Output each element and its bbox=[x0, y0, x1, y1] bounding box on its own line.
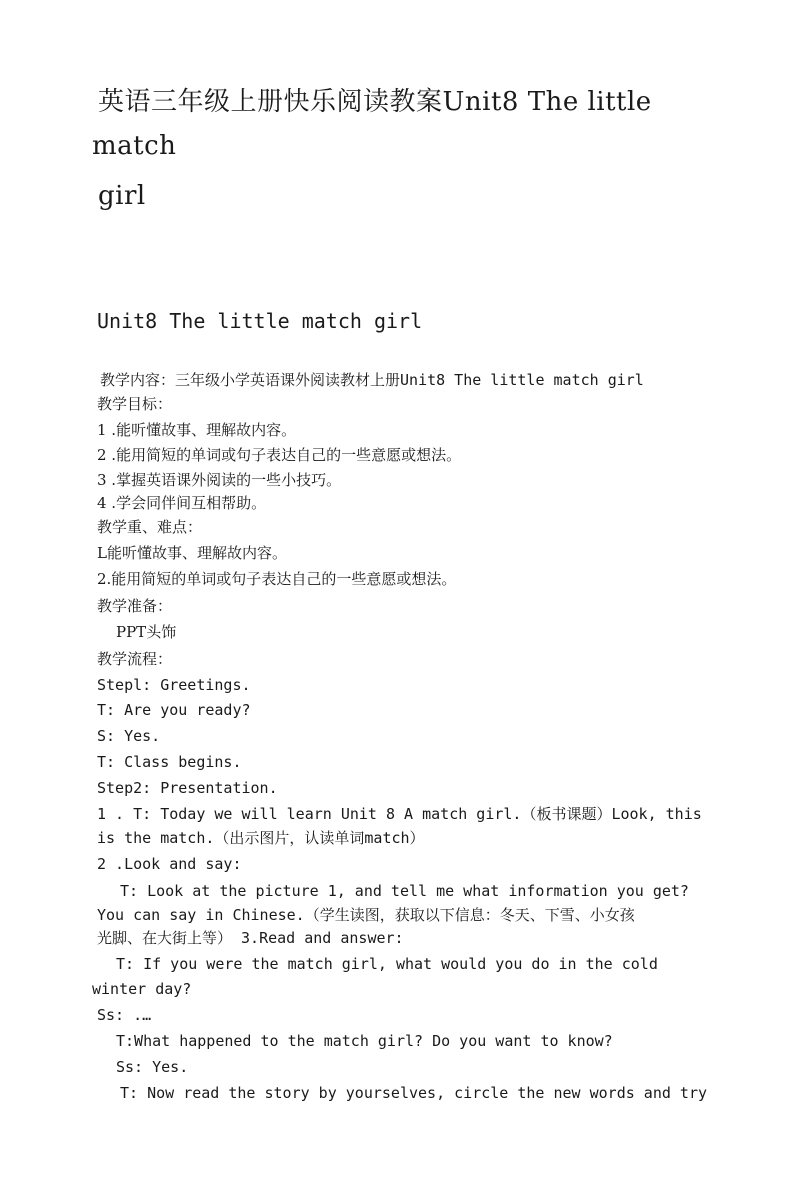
paragraph-line: 1 . T: Today we will learn Unit 8 A match girl.（板书课题）Look, this bbox=[97, 805, 702, 823]
prep-items: PPT头饰 bbox=[116, 623, 177, 641]
dialogue-line: T: Now read the story by yourselves, circle the new words and try bbox=[120, 1084, 707, 1102]
title-line-2: match bbox=[92, 131, 177, 161]
flow-heading: 教学流程： bbox=[97, 650, 173, 668]
paragraph-line: is the match.（出示图片，认读单词match） bbox=[97, 829, 425, 847]
dialogue-line: S: Yes. bbox=[97, 727, 161, 745]
paragraph-line: T: Look at the picture 1, and tell me what information you get? bbox=[120, 882, 689, 900]
prep-heading: 教学准备： bbox=[97, 597, 173, 615]
paragraph-line: T: If you were the match girl, what would you do in the cold bbox=[116, 955, 658, 973]
dialogue-line: T: Are you ready? bbox=[97, 701, 251, 719]
paragraph-line: winter day? bbox=[92, 980, 192, 998]
dialogue-line: Ss: .… bbox=[97, 1006, 152, 1024]
goal-item-4: 4 .学会同伴间互相帮助。 bbox=[97, 494, 267, 512]
goal-item-1: 1 .能听懂故事、理解故内容。 bbox=[97, 421, 297, 439]
content-line: 教学内容：三年级小学英语课外阅读教材上册Unit8 The little match girl bbox=[100, 371, 644, 389]
key-point-2: 2.能用简短的单词或句子表达自己的一些意愿或想法。 bbox=[97, 570, 457, 588]
dialogue-line: T: Class begins. bbox=[97, 753, 242, 771]
document-title bbox=[92, 80, 732, 218]
title-line-1: 英语三年级上册快乐阅读教案Unit8 The little bbox=[98, 87, 652, 117]
section-title: Unit8 The little match girl bbox=[97, 309, 423, 333]
paragraph-line: 光脚、在大街上等） 3.Read and answer: bbox=[97, 929, 404, 947]
goal-item-3: 3 .掌握英语课外阅读的一些小技巧。 bbox=[97, 471, 342, 489]
dialogue-line: T:What happened to the match girl? Do you want to know? bbox=[116, 1032, 613, 1050]
dialogue-line: Ss: Yes. bbox=[116, 1058, 189, 1076]
key-points-heading: 教学重、难点： bbox=[97, 518, 203, 536]
goal-item-2: 2 .能用简短的单词或句子表达自己的一些意愿或想法。 bbox=[97, 446, 462, 464]
step-1: Stepl: Greetings. bbox=[97, 676, 251, 694]
title-line-3: girl bbox=[98, 181, 146, 211]
paragraph-line: You can say in Chinese.（学生读图，获取以下信息：冬天、下雪、小女孩 bbox=[97, 906, 635, 924]
step-2: Step2: Presentation. bbox=[97, 779, 278, 797]
paragraph-line: 2 .Look and say: bbox=[97, 855, 242, 873]
goals-heading: 教学目标： bbox=[97, 395, 173, 413]
key-point-1: L能听懂故事、理解故内容。 bbox=[97, 544, 287, 562]
